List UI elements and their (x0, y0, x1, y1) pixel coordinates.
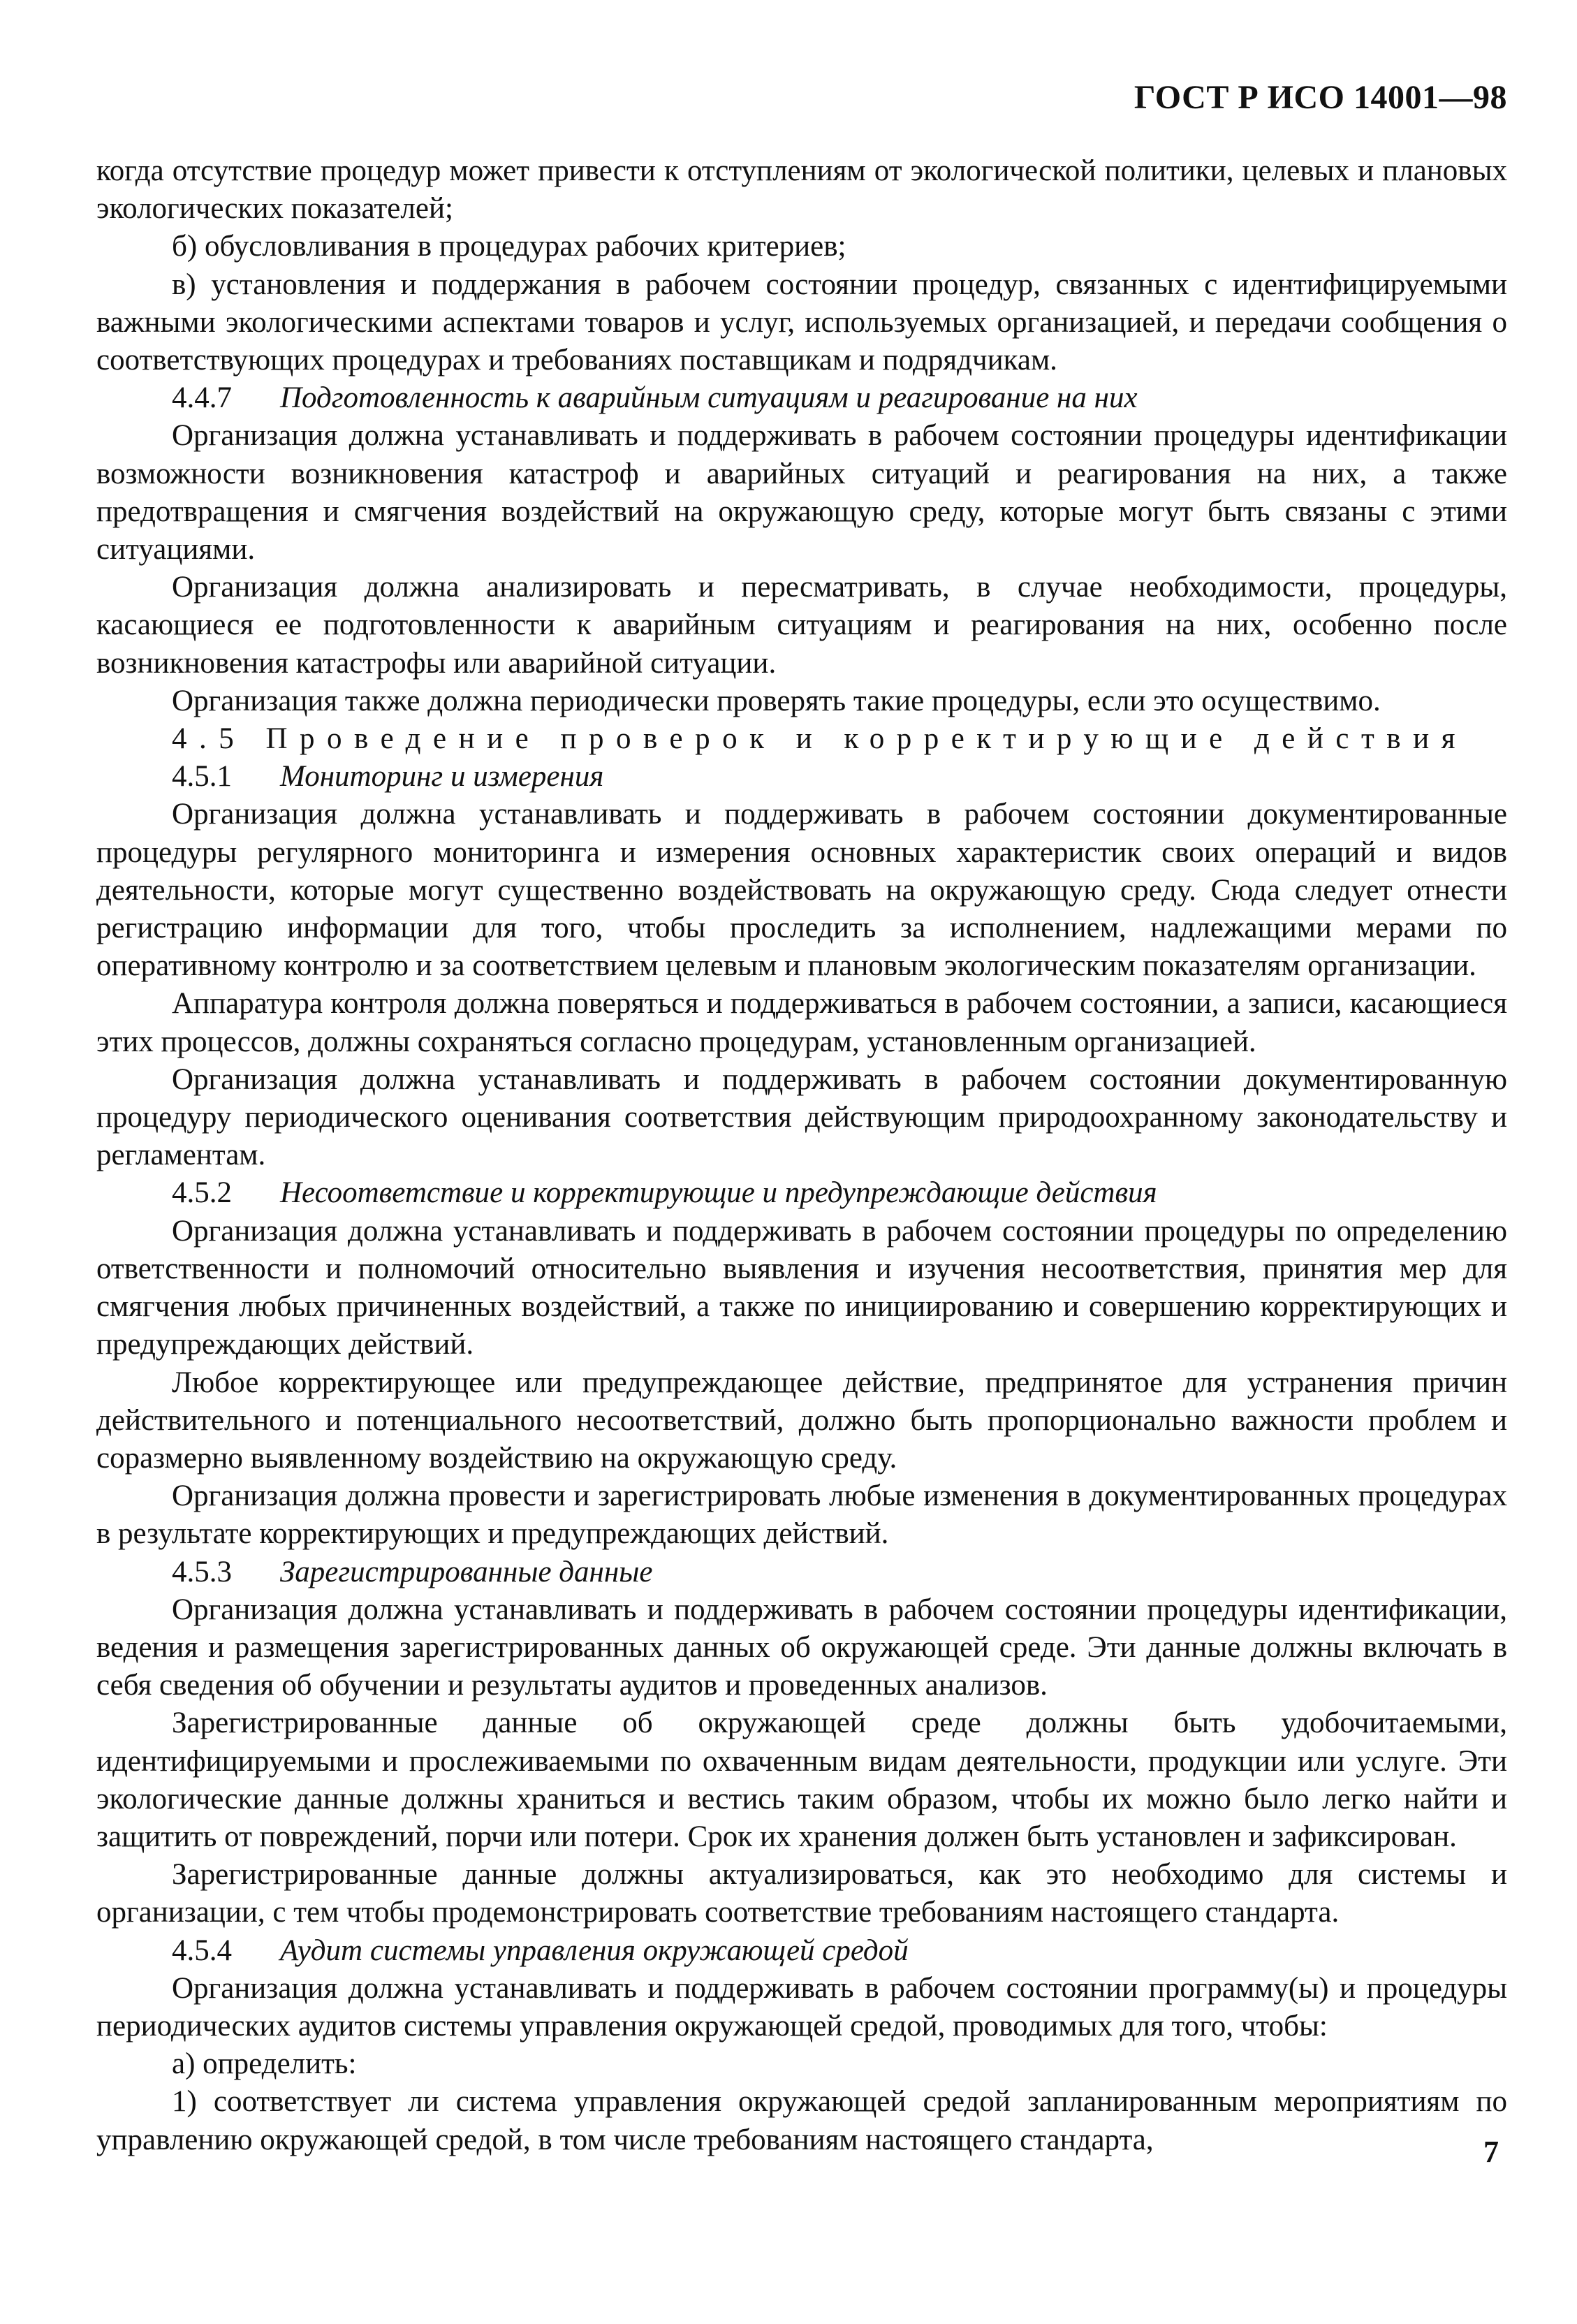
subsection-title: Мониторинг и измерения (280, 760, 604, 794)
paragraph: Организация должна анализировать и пересматривать, в случае необходимости, процедуры, касающиеся ее подготовленности к аварийным ситуациям и реагирования на них, особенно после возникновения катастрофы или аварийной ситуации. (96, 571, 1507, 680)
subsection-heading-4-5-2 (96, 1174, 1507, 1212)
subsection-heading-4-5-4 (96, 1932, 1507, 1970)
paragraph: Организация должна устанавливать и поддерживать в рабочем состоянии документированную процедуру периодического оценивания соответствия действующим природоохранному законодательству и регламентам. (96, 1062, 1507, 1172)
subsection-heading-4-5-1 (96, 758, 1507, 796)
page-number: 7 (1483, 2135, 1499, 2169)
document-header: ГОСТ Р ИСО 14001—98 (1134, 79, 1507, 116)
paragraph: Организация должна устанавливать и поддерживать в рабочем состоянии процедуры идентификации возможности возникновения катастроф и аварийных ситуаций и реагирования на них, а также предотвращения и смягчения воздействий на окружающую среду, которые могут быть связаны с этими ситуациями. (96, 419, 1507, 567)
subsection-heading-4-4-7 (96, 379, 1507, 417)
paragraph: Зарегистрированные данные должны актуализироваться, как это необходимо для системы и организации, с тем чтобы продемонстрировать соответствие требованиям настоящего стандарта. (96, 1858, 1507, 1929)
list-item: в) установления и поддержания в рабочем состоянии процедур, связанных с идентифицируемыми важными экологическими аспектами товаров и услуг, используемых организацией, и передачи сообщения о соответствующих процедурах и требованиях поставщикам и подрядчикам. (96, 268, 1507, 377)
paragraph: Организация должна устанавливать и поддерживать в рабочем состоянии программу(ы) и процедуры периодических аудитов системы управления окружающей средой, проводимых для того, чтобы: (96, 1971, 1507, 2042)
subsection-number: 4.5.2 (172, 1176, 232, 1210)
paragraph: Организация также должна периодически проверять такие процедуры, если это осуществимо. (172, 684, 1381, 717)
subsection-number: 4.5.3 (172, 1555, 232, 1588)
list-item: 1) соответствует ли система управления окружающей средой запланированным мероприятиям по управлению окружающей средой, в том числе требованиям настоящего стандарта, (96, 2085, 1507, 2156)
subsection-heading-4-5-3 (96, 1554, 1507, 1591)
paragraph: Зарегистрированные данные об окружающей среде должны быть удобочитаемыми, идентифицируемыми и прослеживаемыми по охваченным видам деятельности, продукции или услуге. Эти экологические данные должны храниться и вестись таким образом, чтобы их можно было легко найти и защитить от повреждений, порчи или потери. Срок их хранения должен быть установлен и зафиксирован. (96, 1707, 1507, 1853)
list-item: б) обусловливания в процедурах рабочих критериев; (172, 230, 846, 263)
subsection-number: 4.5.1 (172, 760, 232, 794)
paragraph: Аппаратура контроля должна поверяться и поддерживаться в рабочем состоянии, а записи, касающиеся этих процессов, должны сохраняться согласно процедурам, установленным организацией. (96, 987, 1507, 1058)
paragraph: Организация должна устанавливать и поддерживать в рабочем состоянии документированные процедуры регулярного мониторинга и измерения основных характеристик своих операций и видов деятельности, которые могут существенно воздействовать на окружающую среду. Сюда следует отнести регистрацию информации для того, чтобы проследить за исполнением, надлежащими мерами по оперативному контролю и за соответствием целевым и плановым экологическим показателям организации. (96, 798, 1507, 983)
paragraph: Организация должна устанавливать и поддерживать в рабочем состоянии процедуры идентификации, ведения и размещения зарегистрированных данных об окружающей среде. Эти данные должны включать в себя сведения об обучении и результаты аудитов и проведенных анализов. (96, 1593, 1507, 1702)
paragraph: когда отсутствие процедур может привести к отступлениям от экологической политики, целевых и плановых экологических показателей; (96, 154, 1507, 226)
document-body (96, 152, 1507, 2159)
list-item: а) определить: (172, 2047, 357, 2081)
subsection-number: 4.4.7 (172, 381, 232, 415)
subsection-title: Зарегистрированные данные (280, 1555, 653, 1588)
paragraph: Организация должна провести и зарегистрировать любые изменения в документированных процедурах в результате корректирующих и предупреждающих действий. (96, 1479, 1507, 1551)
subsection-title: Несоответствие и корректирующие и предупреждающие действия (280, 1176, 1157, 1210)
section-heading-4-5: 4.5 Проведение проверок и корректирующие действия (172, 722, 1467, 756)
subsection-title: Аудит системы управления окружающей средой (280, 1934, 909, 1967)
subsection-title: Подготовленность к аварийным ситуациям и реагирование на них (280, 381, 1138, 415)
paragraph: Организация должна устанавливать и поддерживать в рабочем состоянии процедуры по определению ответственности и полномочий относительно выявления и изучения несоответствия, принятия мер для смягчения любых причиненных воздействий, а также по инициированию и совершению корректирующих и предупреждающих действий. (96, 1214, 1507, 1361)
subsection-number: 4.5.4 (172, 1934, 232, 1967)
paragraph: Любое корректирующее или предупреждающее действие, предпринятое для устранения причин действительного и потенциального несоответствий, должно быть пропорционально важности проблем и соразмерно выявленному воздействию на окружающую среду. (96, 1366, 1507, 1475)
